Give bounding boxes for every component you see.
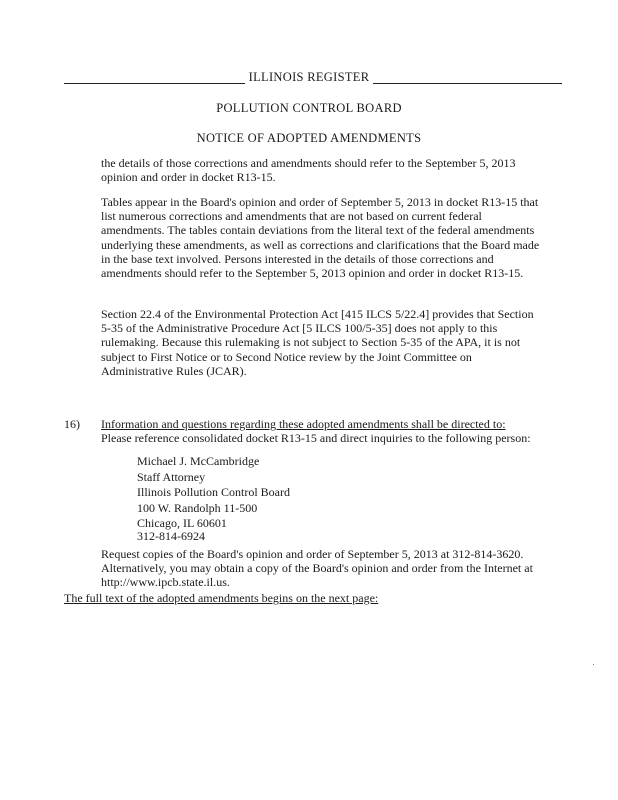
paragraph-request-copies: Request copies of the Board's opinion and order of September 5, 2013 at 312-814-3620. Alternatively, you may obtain a copy of the Board's opinion and order from the Internet at http://www.ipcb.state.il.us. <box>101 547 533 590</box>
contact-phone: 312-814-6924 <box>137 529 205 543</box>
notice-type: NOTICE OF ADOPTED AMENDMENTS <box>196 131 422 145</box>
agency-name: POLLUTION CONTROL BOARD <box>216 101 402 115</box>
contact-title: Staff Attorney <box>137 469 206 484</box>
contact-address-line1: 100 W. Randolph 11-500 <box>137 500 258 515</box>
item-number: 16) <box>64 417 80 431</box>
item-16-text: Please reference consolidated docket R13-15 and direct inquiries to the following person: <box>101 431 531 446</box>
contact-block <box>137 454 290 532</box>
contact-name: Michael J. McCambridge <box>137 454 260 468</box>
contact-address-line2: Chicago, IL 60601 <box>137 516 227 531</box>
register-title-text: ILLINOIS REGISTER <box>245 70 374 84</box>
paragraph-continuation: the details of those corrections and amendments should refer to the September 5, 2013 opinion and order in docket R13-15. <box>101 156 516 185</box>
item-16-block <box>101 417 541 445</box>
contact-organization: Illinois Pollution Control Board <box>137 485 291 500</box>
item-16-heading: Information and questions regarding these adopted amendments shall be directed to: <box>101 417 506 431</box>
final-note: The full text of the adopted amendments begins on the next page: <box>64 591 379 605</box>
scan-speck <box>593 664 594 665</box>
paragraph-tables: Tables appear in the Board's opinion and order of September 5, 2013 in docket R13-15 that list numerous corrections and amendments that are not based on current federal amendments. The tables contain deviations from the literal text of the federal amendments underlying these amendments, as well as corrections and clarifications that the Board made in the base text involved. Persons interested in the details of those corrections and amendments should refer to the September 5, 2013 opinion and order in docket R13-15. <box>101 195 540 281</box>
paragraph-section-22-4: Section 22.4 of the Environmental Protection Act [415 ILCS 5/22.4] provides that Section 5-35 of the Administrative Procedure Act [5 ILCS 100/5-35] does not apply to this rulemaking. Because this rulemaking is not subject to Section 5-35 of the APA, it is not subject to First Notice or to Second Notice review by the Joint Committee on Administrative Rules (JCAR). <box>101 307 534 378</box>
register-title <box>0 70 618 85</box>
